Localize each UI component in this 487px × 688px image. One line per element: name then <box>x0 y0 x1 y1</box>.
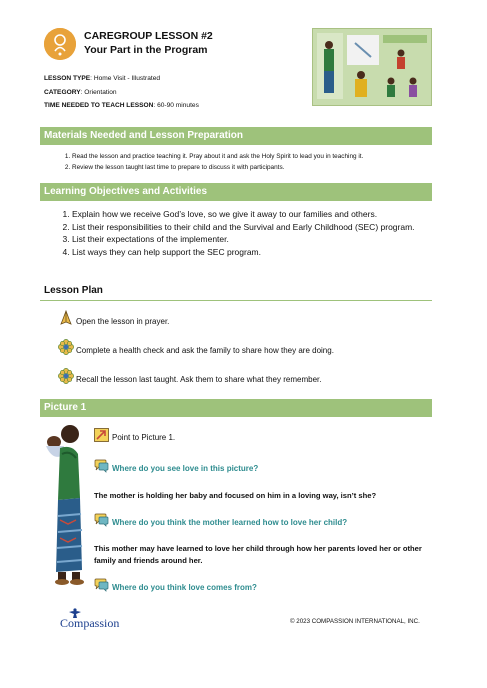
lesson-type-row: LESSON TYPE: Home Visit - Illustrated <box>44 75 161 82</box>
lesson-number: CAREGROUP LESSON #2 <box>84 30 213 42</box>
picture1-heading: Picture 1 <box>40 399 432 417</box>
time-row: TIME NEEDED TO TEACH LESSON: 60-90 minutes <box>44 102 199 109</box>
lesson-meta <box>44 72 199 113</box>
lesson-illustration-thumbnail <box>312 28 432 106</box>
flower-icon <box>58 368 74 384</box>
list-item: 2. List their responsibilities to their child and the Survival and Early Childhood (SEC) program. <box>72 221 428 234</box>
point-to-picture-instruction: Point to Picture 1. <box>94 428 175 442</box>
discussion-question: Where do you see love in this picture? <box>94 459 258 473</box>
lesson-name: Your Part in the Program <box>84 44 208 56</box>
objectives-list <box>58 208 428 258</box>
compassion-logo: Compassion <box>60 608 130 630</box>
speech-bubble-icon <box>94 459 109 473</box>
lesson-title <box>84 29 213 57</box>
flower-icon <box>58 339 74 355</box>
materials-list <box>60 151 430 173</box>
mother-and-baby-illustration <box>42 420 88 588</box>
plan-step: Complete a health check and ask the family to share how they are doing. <box>58 339 334 355</box>
objectives-heading: Learning Objectives and Activities <box>40 183 432 201</box>
suggested-answer: The mother is holding her baby and focused on him in a loving way, isn’t she? <box>94 491 377 500</box>
category-row: CATEGORY: Orientation <box>44 88 117 96</box>
materials-heading: Materials Needed and Lesson Preparation <box>40 127 432 145</box>
speech-bubble-icon <box>94 513 109 527</box>
list-item: 2. Review the lesson taught last time to prepare to discuss it with participants. <box>72 162 430 173</box>
plan-step: Recall the lesson last taught. Ask them to share what they remember. <box>58 368 321 384</box>
list-item: 4. List ways they can help support the SEC program. <box>72 246 428 259</box>
list-item: 3. List their expectations of the implementer. <box>72 233 428 246</box>
list-item: 1. Read the lesson and practice teaching it. Pray about it and ask the Holy Spirit to lead you in teaching it. <box>72 151 430 162</box>
pointing-arrow-icon <box>94 428 109 442</box>
copyright-notice: © 2023 COMPASSION INTERNATIONAL, INC. <box>290 618 420 625</box>
praying-hands-icon <box>58 310 74 326</box>
discussion-question: Where do you think the mother learned how to love her child? <box>94 513 347 527</box>
suggested-answer: This mother may have learned to love her child through how her parents loved her or other family and friends around her. <box>94 544 422 565</box>
speech-bubble-icon <box>94 578 109 592</box>
plan-step: Open the lesson in prayer. <box>58 310 169 326</box>
discussion-question: Where do you think love comes from? <box>94 578 257 592</box>
lesson-plan-heading: Lesson Plan <box>40 281 432 301</box>
list-item: 1. Explain how we receive God’s love, so we give it away to our families and others. <box>72 208 428 221</box>
caregroup-logo-icon <box>44 28 76 60</box>
